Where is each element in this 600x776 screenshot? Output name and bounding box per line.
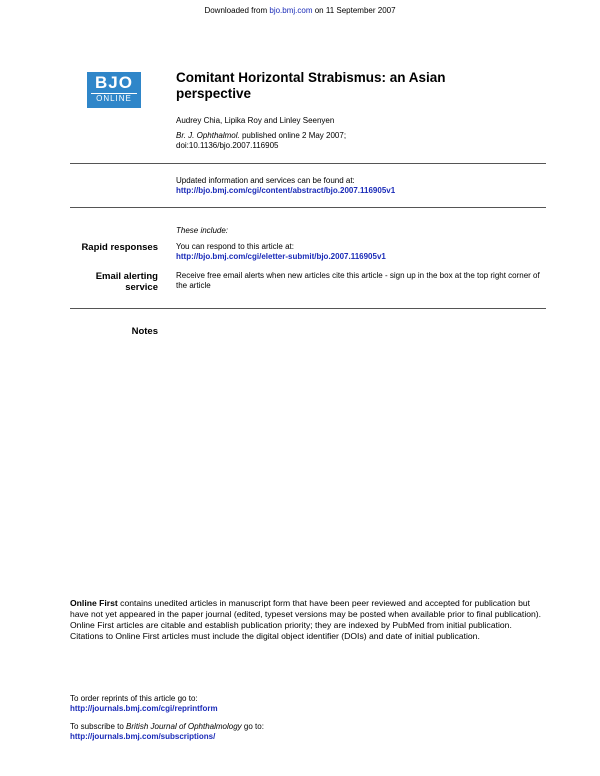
download-notice-suffix: on 11 September 2007 xyxy=(314,6,396,15)
email-alerting-label-line1: Email alerting xyxy=(95,271,158,282)
download-notice xyxy=(0,6,600,15)
online-first-notice xyxy=(70,598,546,642)
reprint-form-link[interactable]: http://journals.bmj.com/cgi/reprintform xyxy=(70,704,218,713)
updated-info-text: Updated information and services can be found at: xyxy=(176,176,355,185)
these-include-label: These include: xyxy=(176,226,229,235)
logo-bottom-text: ONLINE xyxy=(91,93,137,104)
online-first-text: contains unedited articles in manuscript form that have been peer reviewed and accepted for publication but have not yet appeared in the paper journal (edited, typeset versions may be posted when available prior to final publication). Online First articles are citable and establish publication priority; they are indexed by PubMed from initial publication. Citations to Online First articles must include the digital object identifier (DOIs) and date of initial publication. xyxy=(70,598,542,641)
divider xyxy=(70,207,546,208)
subscriptions-link[interactable]: http://journals.bmj.com/subscriptions/ xyxy=(70,732,216,741)
updated-info xyxy=(176,176,395,196)
journal-name: Br. J. Ophthalmol. xyxy=(176,131,240,140)
rapid-responses-label: Rapid responses xyxy=(81,242,158,253)
article-title: Comitant Horizontal Strabismus: an Asian perspective xyxy=(176,70,446,101)
eletter-submit-link[interactable]: http://bjo.bmj.com/cgi/eletter-submit/bjo.2007.116905v1 xyxy=(176,252,386,261)
bjo-online-logo xyxy=(87,72,141,108)
article-authors: Audrey Chia, Lipika Roy and Linley Seenyen xyxy=(176,116,335,125)
divider xyxy=(70,308,546,309)
download-source-link[interactable]: bjo.bmj.com xyxy=(269,6,313,15)
published-date: published online 2 May 2007; xyxy=(241,131,347,140)
subscribe-info xyxy=(70,722,264,742)
subscribe-suffix: go to: xyxy=(243,722,264,731)
logo-top-text: BJO xyxy=(95,73,133,92)
article-citation xyxy=(176,131,346,151)
reprints-text: To order reprints of this article go to: xyxy=(70,694,198,703)
download-notice-prefix: Downloaded from xyxy=(204,6,268,15)
rapid-responses-text: You can respond to this article at: xyxy=(176,242,294,251)
subscribe-prefix: To subscribe to xyxy=(70,722,124,731)
online-first-heading: Online First xyxy=(70,598,118,608)
abstract-link[interactable]: http://bjo.bmj.com/cgi/content/abstract/bjo.2007.116905v1 xyxy=(176,186,396,195)
article-doi: doi:10.1136/bjo.2007.116905 xyxy=(176,141,279,150)
reprints-info xyxy=(70,694,218,714)
email-alerting-text: Receive free email alerts when new articles cite this article - sign up in the box at the top right corner of the article xyxy=(176,271,540,290)
rapid-responses-info xyxy=(176,242,548,262)
email-alerting-label xyxy=(70,271,158,293)
email-alerting-label-line2: service xyxy=(125,282,158,293)
notes-label: Notes xyxy=(131,326,158,337)
subscribe-journal: British Journal of Ophthalmology xyxy=(126,722,242,731)
divider xyxy=(70,163,546,164)
